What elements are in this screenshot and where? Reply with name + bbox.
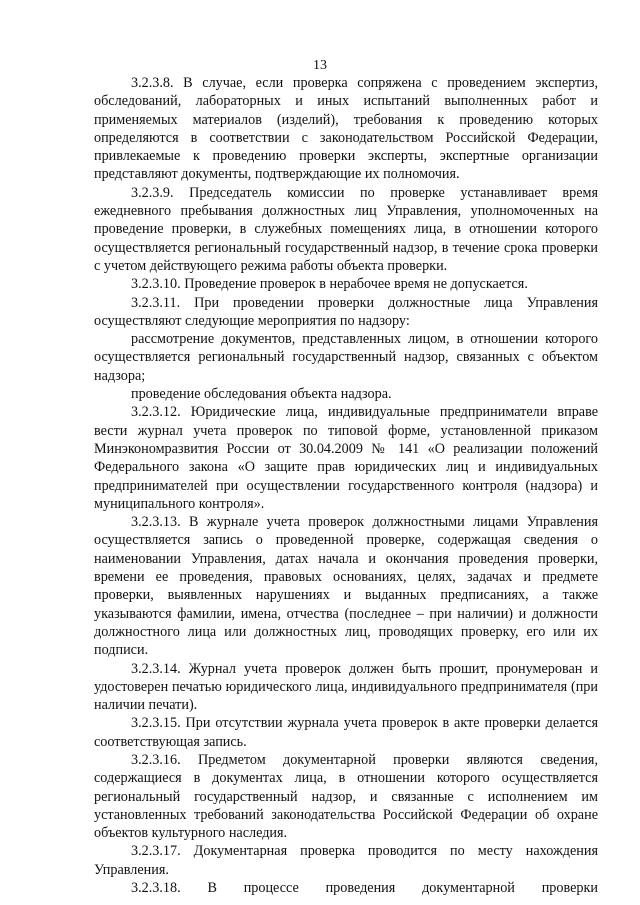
line-word: проверки [541, 880, 598, 897]
paragraph-3-2-3-16: 3.2.3.16. Предметом документарной проверки являются сведения, содержащиеся в документах лица, в отношении которого осуществляется региональный государственный надзор, и связанные с исполнением им установленных требований законодательства Российской Федерации об охране объектов культурного наследия. [94, 751, 598, 842]
list-item-document-review: рассмотрение документов, представленных лицом, в отношении которого осуществляется региональный государственный надзор, связанных с объектом надзора; [94, 331, 598, 384]
paragraph-3-2-3-8: 3.2.3.8. В случае, если проверка сопряжена с проведением экспертиз, обследований, лабораторных и иных испытаний выполненных работ и применяемых материалов (изделий), требования к проведению которых определяются в соответствии с законодательством Российской Федерации, привлекаемые к проведению проверки эксперты, экспертные организации представляют документы, подтверждающие их полномочия. [94, 75, 598, 183]
paragraph-3-2-3-12: 3.2.3.12. Юридические лица, индивидуальные предприниматели вправе вести журнал учета проверок по типовой форме, установленной приказом Минэкономразвития России от 30.04.2009 № 141 «О реализации положений Федерального закона «О защите прав юридических лиц и индивидуальных предпринимателей при осуществлении государственного контроля (надзора) и муниципального контроля». [94, 404, 598, 512]
page-number: 13 [313, 58, 327, 73]
line-word: В [207, 880, 217, 897]
line-word: процессе [243, 880, 299, 897]
paragraph-3-2-3-18-first-line [94, 879, 598, 897]
paragraph-3-2-3-14: 3.2.3.14. Журнал учета проверок должен быть прошит, пронумерован и удостоверен печатью юридического лица, индивидуального предпринимателя (при наличии печати). [94, 660, 598, 714]
paragraph-3-2-3-15: 3.2.3.15. При отсутствии журнала учета проверок в акте проверки делается соответствующая запись. [94, 715, 598, 750]
paragraph-3-2-3-17: 3.2.3.17. Документарная проверка проводится по месту нахождения Управления. [94, 843, 598, 878]
list-item-object-inspection: проведение обследования объекта надзора. [131, 386, 392, 403]
paragraph-3-2-3-11: 3.2.3.11. При проведении проверки должностные лица Управления осуществляют следующие мероприятия по надзору: [94, 294, 598, 329]
paragraph-3-2-3-10: 3.2.3.10. Проведение проверок в нерабочее время не допускается. [131, 276, 528, 293]
line-word: документарной [422, 880, 515, 897]
paragraph-3-2-3-9: 3.2.3.9. Председатель комиссии по проверке устанавливает время ежедневного пребывания должностных лиц Управления, уполномоченных на проведение проверки, в служебных помещениях лица, в отношении которого осуществляется региональный государственный надзор, в течение срока проверки с учетом действующего режима работы объекта проверки. [94, 184, 598, 274]
line-word: проведения [325, 880, 396, 897]
document-body [94, 74, 598, 897]
line-word: 3.2.3.18. [131, 880, 181, 897]
paragraph-3-2-3-13: 3.2.3.13. В журнале учета проверок должностными лицами Управления осуществляется запись о проведенной проверке, содержащая сведения о наименовании Управления, датах начала и окончания проведения проверки, времени ее проведения, правовых основаниях, целях, задачах и предмете проверки, выявленных нарушениях и выданных предписаниях, а также указываются фамилии, имена, отчества (последнее – при наличии) и должности должностного лица или должностных лиц, проводящих проверку, его или их подписи. [94, 514, 598, 659]
